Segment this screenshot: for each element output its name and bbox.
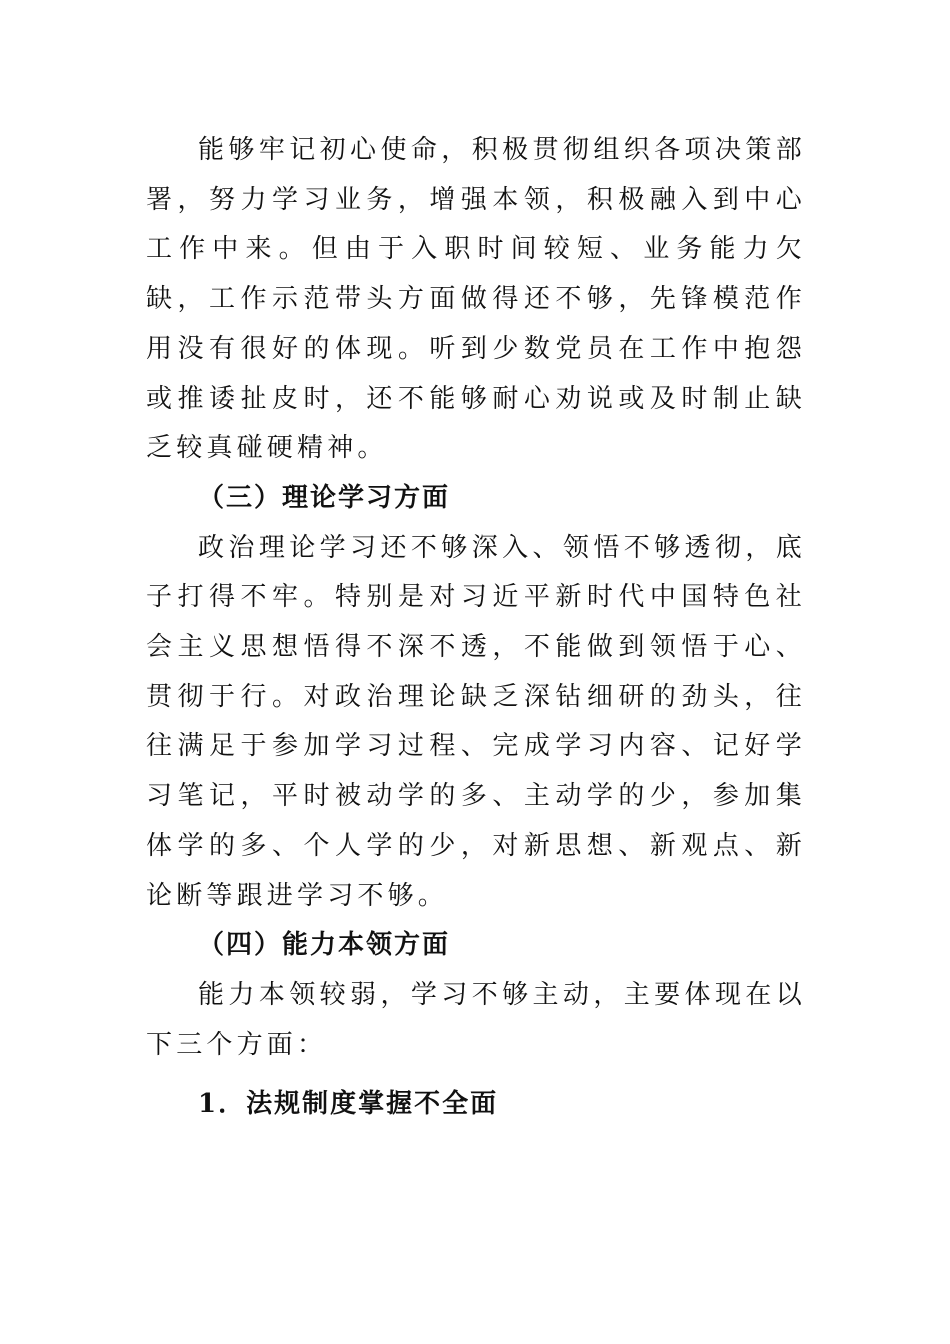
section-heading-theory-study: （三）理论学习方面 [198,482,451,513]
paragraph-theory-study: 政治理论学习还不够深入、领悟不够透彻，底子打得不牢。特别是对习近平新时代中国特色社会主义思想悟得不深不透，不能做到领悟于心、贯彻于行。对政治理论缺乏深钻细研的劲头，往往满足于参加学习过程、完成学习内容、记好学习笔记，平时被动学的多、主动学的少，参加集体学的多、个人学的少，对新思想、新观点、新论断等跟进学习不够。 [146,532,806,911]
document-body [146,126,806,1130]
section-heading-ability: （四）能力本领方面 [198,930,451,961]
subheading-regulations: 1．法规制度掌握不全面 [198,1089,499,1120]
paragraph-commitment: 能够牢记初心使命，积极贯彻组织各项决策部署，努力学习业务，增强本领，积极融入到中心工作中来。但由于入职时间较短、业务能力欠缺，工作示范带头方面做得还不够，先锋模范作用没有很好的体现。听到少数党员在工作中抱怨或推诿扯皮时，还不能够耐心劝说或及时制止缺乏较真碰硬精神。 [146,135,806,464]
paragraph-ability: 能力本领较弱，学习不够主动，主要体现在以下三个方面： [146,979,806,1060]
